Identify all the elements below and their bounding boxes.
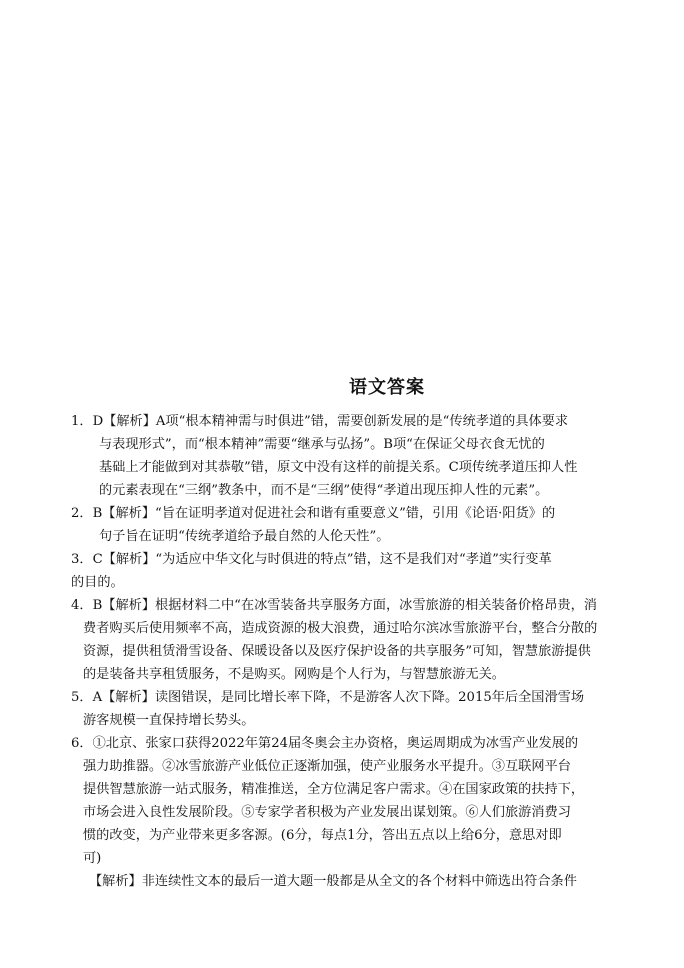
answer-item-3 [71, 548, 616, 594]
answer-item-5 [71, 686, 616, 732]
answer-item-6 [71, 732, 616, 870]
answer-3-line-2: 的目的。 [71, 575, 124, 590]
answer-item-1 [71, 410, 616, 502]
answer-4-line-1: 4．B【解析】根据材料二中“在冰雪装备共享服务方面，冰雪旅游的相关装备价格昂贵，消 [71, 598, 597, 613]
answer-item-4 [71, 594, 616, 686]
answer-1-line-1: 1．D【解析】A项“根本精神需与时俱进”错，需要创新发展的是“传统孝道的具体要求 [71, 414, 569, 429]
analysis-note: 【解析】非连续性文本的最后一道大题一般都是从全文的各个材料中筛选出符合条件 [89, 874, 577, 889]
page-title: 语文答案 [349, 377, 425, 398]
answer-1-line-2: 与表现形式”，而“根本精神”需要“继承与弘扬”。B项“在保证父母衣食无忧的 [99, 437, 545, 452]
answer-list [71, 410, 616, 893]
answer-1-line-3: 基础上才能做到对其恭敬”错，原文中没有这样的前提关系。C项传统孝道压抑人性 [99, 460, 578, 475]
answer-4-line-2: 费者购买后使用频率不高，造成资源的极大浪费，通过哈尔滨冰雪旅游平台，整合分散的 [83, 621, 598, 636]
answer-6-line-1: 6．①北京、张家口获得2022年第24届冬奥会主办资格，奥运周期成为冰雪产业发展的 [71, 736, 579, 751]
answer-4-line-4: 的是装备共享租赁服务，不是购买。网购是个人行为，与智慧旅游无关。 [83, 667, 505, 682]
answer-6-line-6: 可) [83, 851, 102, 866]
answer-1-line-4: 的元素表现在“三纲”教条中，而不是“三纲”使得“孝道出现压抑人性的元素”。 [99, 483, 549, 498]
answer-5-line-2: 游客规模一直保持增长势头。 [83, 713, 255, 728]
answer-2-line-1: 2．B【解析】“旨在证明孝道对促进社会和谐有重要意义”错，引用《论语·阳货》的 [71, 506, 556, 521]
answer-4-line-3: 资源，提供租赁滑雪设备、保暖设备以及医疗保护设备的共享服务”可知，智慧旅游提供 [83, 644, 591, 659]
answer-5-line-1: 5．A【解析】读图错误，是同比增长率下降，不是游客人次下降。2015年后全国滑雪场 [71, 690, 585, 705]
answer-2-line-2: 句子旨在证明“传统孝道给予最自然的人伦天性”。 [99, 529, 390, 544]
answer-6-line-2: 强力助推器。②冰雪旅游产业低位正逐渐加强，使产业服务水平提升。③互联网平台 [83, 759, 571, 774]
answer-3-line-1: 3．C【解析】“为适应中华文化与时俱进的特点”错，这不是我们对“孝道”实行变革 [71, 552, 552, 567]
answer-6-line-3: 提供智慧旅游一站式服务，精准推送，全方位满足客户需求。④在国家政策的扶持下， [83, 782, 585, 797]
answer-item-2 [71, 502, 616, 548]
answer-6-line-4: 市场会进入良性发展阶段。⑤专家学者积极为产业发展出谋划策。⑥人们旅游消费习 [83, 805, 571, 820]
answer-6-line-5: 惯的改变，为产业带来更多客源。(6分，每点1分，答出五点以上给6分，意思对即 [83, 828, 562, 843]
